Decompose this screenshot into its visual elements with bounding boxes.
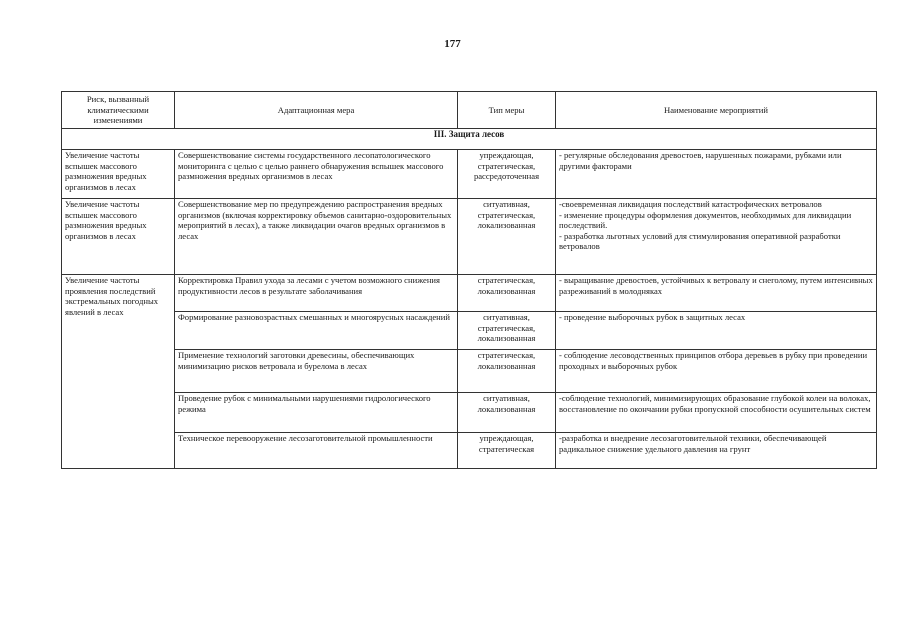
- activities-cell: [556, 312, 877, 350]
- activity-item: -разработка и внедрение лесозаготовительной техники, обеспечивающей радикальное снижение удельного давления на грунт: [559, 433, 827, 454]
- activities-cell: [556, 199, 877, 275]
- forest-protection-table: [61, 91, 877, 469]
- type-cell: упреждающая, стратегическая, рассредоточенная: [458, 150, 556, 199]
- activity-item: - изменение процедуры оформления документов, необходимых для ликвидации последствий.: [559, 209, 852, 230]
- measure-cell: Совершенствование мер по предупреждению распространения вредных организмов (включая корректировку объемов санитарно-оздоровительных мероприятий в лесах), а также ликвидации очагов вредных организмов в лесах: [175, 199, 458, 275]
- table-row: [62, 312, 877, 350]
- table-header-row: [62, 92, 877, 129]
- measure-cell: Формирование разновозрастных смешанных и многоярусных насаждений: [175, 312, 458, 350]
- table-row: [62, 350, 877, 393]
- activity-item: -своевременная ликвидация последствий катастрофических ветровалов: [559, 199, 822, 209]
- activity-item: - выращивание древостоев, устойчивых к ветровалу и снеголому, путем интенсивных разреживаний в молодняках: [559, 275, 873, 296]
- section-title: III. Защита лесов: [62, 129, 877, 150]
- measure-cell: Совершенствование системы государственного лесопатологического мониторинга с целью с целью раннего обнаружения вспышек массового размножения вредных организмов в лесах: [175, 150, 458, 199]
- header-type: Тип меры: [458, 92, 556, 129]
- type-cell: стратегическая, локализованная: [458, 275, 556, 312]
- activity-item: - соблюдение лесоводственных принципов отбора деревьев в рубку при проведении проходных и выборочных рубок: [559, 350, 868, 371]
- type-cell: стратегическая, локализованная: [458, 350, 556, 393]
- measure-cell: Проведение рубок с минимальными нарушениями гидрологического режима: [175, 393, 458, 433]
- table-row: [62, 150, 877, 199]
- activity-item: - разработка льготных условий для стимулирования оперативной разработки ветровалов: [559, 230, 841, 251]
- risk-cell: Увеличение частоты проявления последствий экстремальных погодных явлений в лесах: [62, 275, 175, 469]
- header-activities: Наименование мероприятий: [556, 92, 877, 129]
- activity-item: - проведение выборочных рубок в защитных лесах: [559, 312, 746, 322]
- type-cell: ситуативная, стратегическая, локализованная: [458, 312, 556, 350]
- section-row: [62, 129, 877, 150]
- activities-cell: [556, 433, 877, 469]
- activities-cell: [556, 150, 877, 199]
- table-row: [62, 275, 877, 312]
- risk-cell: Увеличение частоты вспышек массового размножения вредных организмов в лесах: [62, 199, 175, 275]
- type-cell: упреждающая, стратегическая: [458, 433, 556, 469]
- risk-cell: Увеличение частоты вспышек массового размножения вредных организмов в лесах: [62, 150, 175, 199]
- type-cell: ситуативная, стратегическая, локализованная: [458, 199, 556, 275]
- activities-cell: [556, 350, 877, 393]
- activity-item: -соблюдение технологий, минимизирующих образование глубокой колеи на волоках, восстановление по окончании рубки пропускной способности осушительных систем: [559, 393, 871, 414]
- table-row: [62, 199, 877, 275]
- header-measure: Адаптационная мера: [175, 92, 458, 129]
- measure-cell: Техническое перевооружение лесозаготовительной промышленности: [175, 433, 458, 469]
- measure-cell: Применение технологий заготовки древесины, обеспечивающих минимизацию рисков ветровала и бурелома в лесах: [175, 350, 458, 393]
- activities-cell: [556, 275, 877, 312]
- activities-cell: [556, 393, 877, 433]
- measure-cell: Корректировка Правил ухода за лесами с учетом возможного снижения продуктивности лесов в результате заболачивания: [175, 275, 458, 312]
- type-cell: ситуативная, локализованная: [458, 393, 556, 433]
- activity-item: - регулярные обследования древостоев, нарушенных пожарами, рубками или другими факторами: [559, 150, 842, 171]
- table-row: [62, 393, 877, 433]
- table-row: [62, 433, 877, 469]
- page-number: 177: [444, 38, 461, 50]
- header-risk: Риск, вызванный климатическими изменениями: [62, 92, 175, 129]
